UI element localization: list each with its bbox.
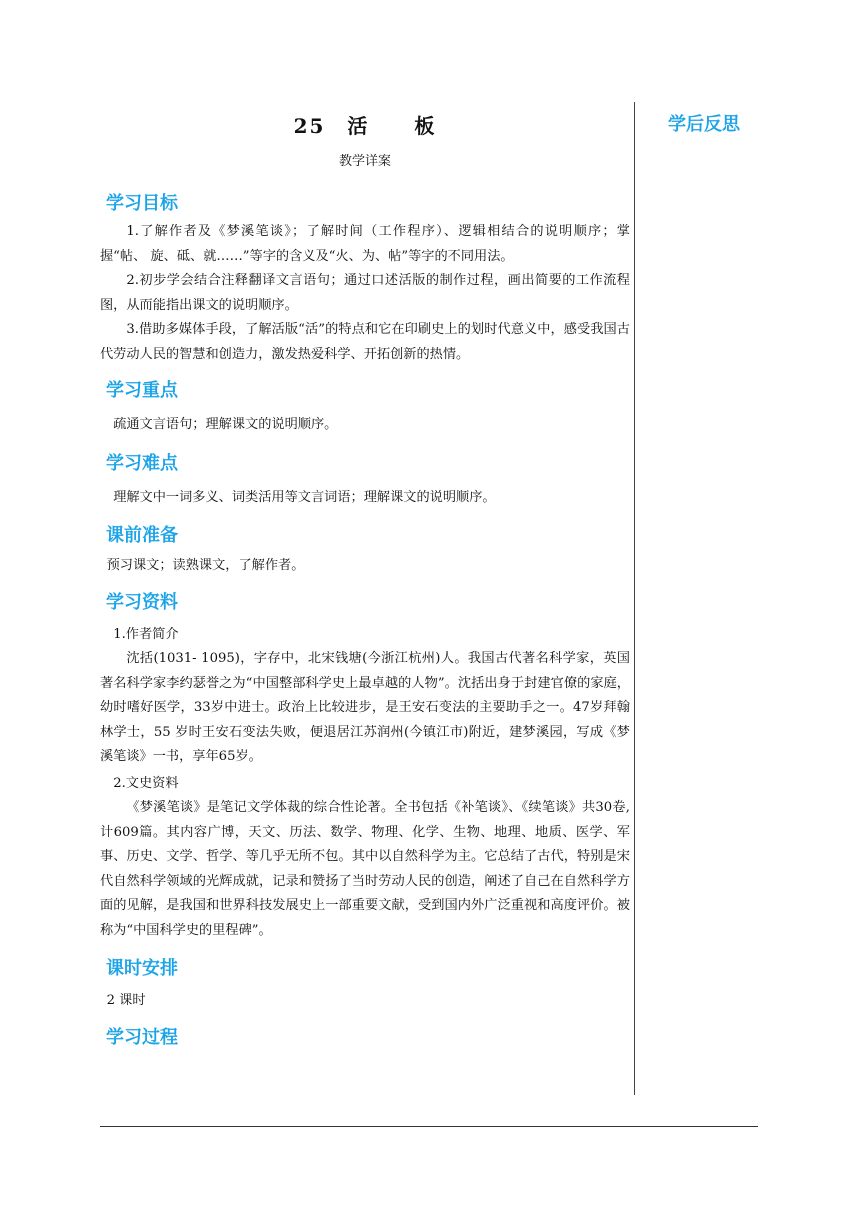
difficulties-heading: 学习难点 xyxy=(106,452,178,474)
author-intro-label: 1.作者简介 xyxy=(113,626,179,642)
key-points-text: 疏通文言语句；理解课文的说明顺序。 xyxy=(113,417,338,432)
column-divider xyxy=(634,102,635,1095)
process-heading: 学习过程 xyxy=(106,1026,178,1048)
schedule-heading: 课时安排 xyxy=(106,958,178,979)
history-material-label: 2.文史资料 xyxy=(113,775,179,791)
author-intro-text: 沈括(1031- 1095)，字存中，北宋钱塘(今浙江杭州)人。我国古代著名科学家，英国著名科学家李约瑟誉之为“中国整部科学史上最卓越的人物”。沈括出身于封建官僚的家庭，幼时嗜好医学，33岁中进士。政治上比较进步，是王安石变法的主要助手之一。47岁拜翰林学士，55 岁时王安石变法失败，便退居江苏润州(今镇江市)附近，建梦溪园，写成《梦溪笔谈》一书，享年65岁。 xyxy=(100,651,630,764)
lesson-title: 25 活 板 xyxy=(293,114,437,138)
footer-rule xyxy=(100,1126,758,1127)
reflection-heading: 学后反思 xyxy=(668,114,740,135)
materials-heading: 学习资料 xyxy=(106,591,178,613)
difficulties-text: 理解文中一词多义、词类活用等文言词语；理解课文的说明顺序。 xyxy=(113,489,496,505)
lesson-subtitle: 教学详案 xyxy=(338,154,391,169)
schedule-text: 2 课时 xyxy=(106,993,146,1008)
goal-item-1: 1.了解作者及《梦溪笔谈》；了解时间（工作程序）、逻辑相结合的说明顺序；掌握“帖、 旋、砥、就……”等字的含义及“火、为、帖”等字的不同用法。 xyxy=(100,224,630,264)
preparation-heading: 课前准备 xyxy=(106,525,178,546)
goals-heading: 学习目标 xyxy=(106,193,178,214)
preparation-text: 预习课文；读熟课文，了解作者。 xyxy=(106,558,305,573)
history-material-text: 《梦溪笔谈》是笔记文学体裁的综合性论著。全书包括《补笔谈》、《续笔谈》共30卷,计609篇。其内容广博，天文、历法、数学、物理、化学、生物、地理、地质、医学、军事、历史、文学、哲学、等几乎无所不包。其中以自然科学为主。它总结了古代，特别是宋代自然科学领域的光辉成就，记录和赞扬了当时劳动人民的创造，阐述了自己在自然科学方面的见解，是我国和世界科技发展史上一部重要文献，受到国内外广泛重视和高度评价。被称为“中国科学史的里程碑”。 xyxy=(100,800,630,938)
key-points-heading: 学习重点 xyxy=(106,380,178,401)
goal-item-2: 2.初步学会结合注释翻译文言语句；通过口述活版的制作过程，画出简要的工作流程图，从而能指出课文的说明顺序。 xyxy=(100,273,630,313)
lesson-plan-body xyxy=(100,108,630,1052)
goal-item-3: 3.借助多媒体手段，了解活版“活”的特点和它在印刷史上的划时代意义中，感受我国古代劳动人民的智慧和创造力，激发热爱科学、开拓创新的热情。 xyxy=(100,322,630,362)
